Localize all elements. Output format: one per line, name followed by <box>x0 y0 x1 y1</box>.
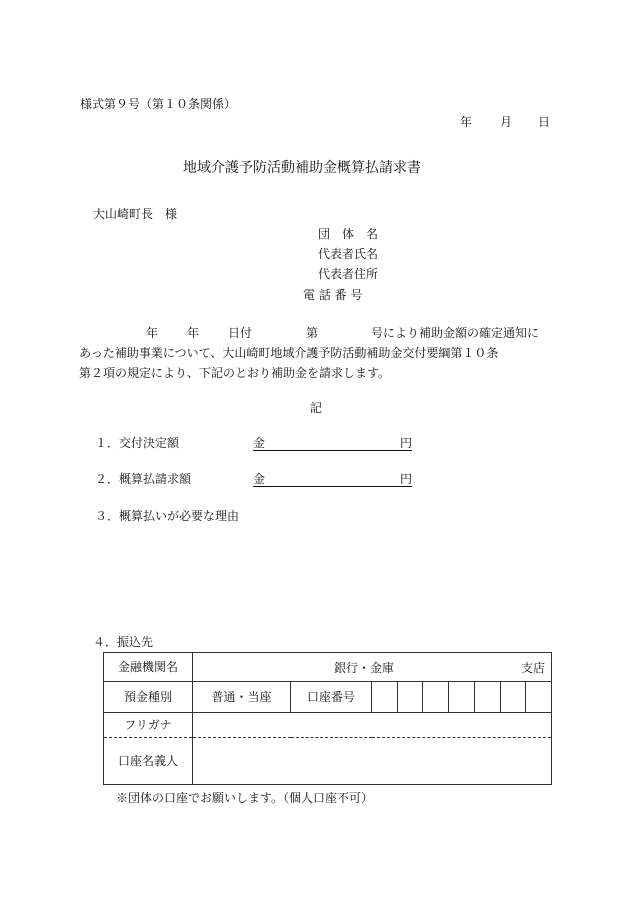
rep-address-label: 代表者住所 <box>318 267 379 281</box>
page-title: 地域介護予防活動補助金概算払請求書 <box>183 160 421 176</box>
transfer-heading: ４．振込先 <box>93 635 154 649</box>
account-digit-boxes <box>372 682 551 712</box>
account-label-cell: 口座番号 <box>291 682 372 713</box>
body-year-1: 年 <box>146 326 159 340</box>
item-2-number: ２． <box>95 472 120 486</box>
account-digit-box[interactable] <box>525 682 551 712</box>
account-number-field[interactable] <box>372 682 552 713</box>
item-3-label: 概算払いが必要な理由 <box>119 509 240 523</box>
account-note: ※団体の口座でお願いします。（個人口座不可） <box>116 791 374 805</box>
item-3-number: ３． <box>95 509 120 523</box>
furigana-label-cell: フリガナ <box>104 713 193 738</box>
ki-heading: 記 <box>310 401 323 415</box>
holder-field[interactable] <box>193 738 552 785</box>
holder-row <box>104 738 552 785</box>
body-number-prefix: 第 <box>306 326 319 340</box>
group-name-label: 団 体 名 <box>318 227 379 241</box>
form-label: 様式第９号（第１０条関係） <box>80 97 237 111</box>
body-year-2: 年 <box>187 326 200 340</box>
account-digit-box[interactable] <box>397 682 423 712</box>
account-digit-box[interactable] <box>422 682 448 712</box>
account-digit-box[interactable] <box>448 682 474 712</box>
furigana-field[interactable] <box>193 713 552 738</box>
item-1-suffix: 円 <box>399 436 412 450</box>
body-dated: 日付 <box>228 326 253 340</box>
bank-row <box>104 653 552 682</box>
date-month: 月 <box>500 115 513 129</box>
account-digit-box[interactable] <box>372 682 397 712</box>
rep-name-label: 代表者氏名 <box>318 247 379 261</box>
account-digit-box[interactable] <box>500 682 526 712</box>
date-year: 年 <box>460 115 473 129</box>
bank-table <box>103 652 552 785</box>
date-day: 日 <box>538 115 551 129</box>
item-1-label: 交付決定額 <box>119 436 180 450</box>
item-1-number: １． <box>95 436 120 450</box>
deposit-row <box>104 682 552 713</box>
addressee: 大山崎町長 様 <box>93 207 178 221</box>
item-2-prefix: 金 <box>253 472 266 486</box>
body-line3: 第２項の規定により、下記のとおり補助金を請求します。 <box>79 366 391 380</box>
item-1-prefix: 金 <box>253 436 266 450</box>
item-2-suffix: 円 <box>399 472 412 486</box>
bank-name-field[interactable] <box>193 653 552 682</box>
reason-area[interactable] <box>119 528 549 628</box>
account-digit-box[interactable] <box>474 682 500 712</box>
bank-label-cell: 金融機関名 <box>104 653 193 682</box>
body-line1-rest: 号により補助金額の確定通知に <box>371 326 540 340</box>
item-2-amount-field[interactable] <box>253 471 412 487</box>
holder-label-cell: 口座名義人 <box>104 738 193 785</box>
deposit-type-field[interactable]: 普通・当座 <box>193 682 291 713</box>
phone-label: 電 話 番 号 <box>303 288 363 302</box>
furigana-row <box>104 713 552 738</box>
bank-type-text: 銀行・金庫 <box>334 661 395 675</box>
deposit-label-cell: 預金種別 <box>104 682 193 713</box>
branch-text: 支店 <box>521 661 546 675</box>
body-line2: あった補助事業について、大山崎町地域介護予防活動補助金交付要綱第１０条 <box>79 346 499 360</box>
item-1-amount-field[interactable] <box>253 435 412 451</box>
item-2-label: 概算払請求額 <box>119 472 192 486</box>
